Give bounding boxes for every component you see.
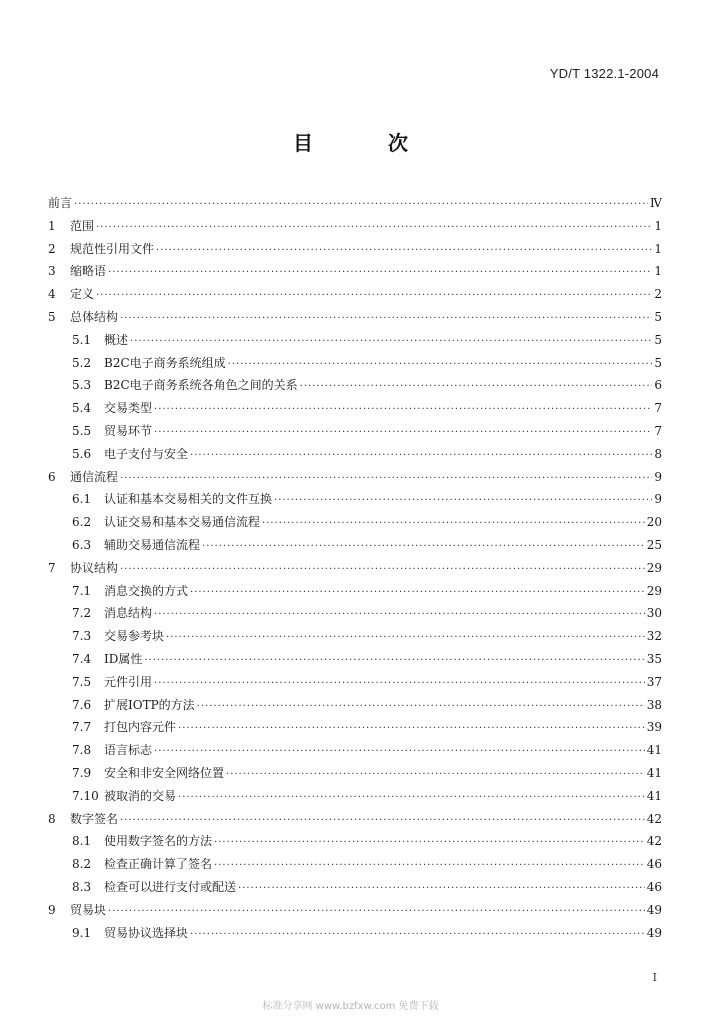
toc-entry-page: 49 bbox=[646, 902, 662, 917]
toc-entry-title: 使用数字签名的方法 bbox=[104, 834, 213, 849]
toc-entry[interactable] bbox=[48, 580, 662, 603]
toc-leader-dots bbox=[166, 627, 645, 648]
toc-leader-dots bbox=[154, 741, 645, 762]
toc-entry-title: 定义 bbox=[70, 287, 95, 302]
toc-entry[interactable] bbox=[48, 215, 662, 238]
toc-entry-number: 5.5 bbox=[72, 423, 92, 438]
toc-entry-title: 缩略语 bbox=[70, 264, 107, 279]
toc-entry-number: 7.4 bbox=[72, 651, 92, 666]
toc-entry-page: 2 bbox=[654, 287, 662, 302]
toc-leader-dots bbox=[214, 832, 645, 853]
toc-entry-title: 打包内容元件 bbox=[104, 720, 177, 735]
toc-entry[interactable] bbox=[48, 739, 662, 762]
toc-entry-number: 5 bbox=[48, 309, 56, 324]
toc-entry[interactable] bbox=[48, 374, 662, 397]
toc-entry[interactable] bbox=[48, 283, 662, 306]
toc-leader-dots bbox=[228, 354, 653, 375]
toc-entry-title: ID属性 bbox=[104, 651, 143, 666]
toc-entry-page: 5 bbox=[654, 332, 662, 347]
toc-entry-page: 1 bbox=[654, 241, 662, 256]
toc-entry-number: 7.5 bbox=[72, 674, 92, 689]
toc-entry-title: B2C电子商务系统组成 bbox=[104, 355, 226, 370]
toc-leader-dots bbox=[120, 810, 645, 831]
toc-entry[interactable] bbox=[48, 876, 662, 899]
toc-leader-dots bbox=[74, 194, 648, 215]
toc-entry-page: 5 bbox=[654, 309, 662, 324]
toc-entry-page: 30 bbox=[646, 606, 662, 621]
toc-entry[interactable] bbox=[48, 853, 662, 876]
toc-entry-number: 7.6 bbox=[72, 697, 92, 712]
toc-leader-dots bbox=[156, 240, 652, 261]
toc-entry-page: 35 bbox=[646, 651, 662, 666]
toc-entry[interactable] bbox=[48, 785, 662, 808]
toc-entry-title: 扩展IOTP的方法 bbox=[104, 697, 195, 712]
toc-leader-dots bbox=[274, 490, 652, 511]
toc-leader-dots bbox=[178, 787, 645, 808]
toc-entry[interactable] bbox=[48, 922, 662, 945]
toc-entry-title: 范围 bbox=[70, 218, 95, 233]
toc-entry[interactable] bbox=[48, 238, 662, 261]
toc-entry-title: 总体结构 bbox=[70, 309, 119, 324]
toc-entry-page: 20 bbox=[646, 515, 662, 530]
toc-entry-number: 4 bbox=[48, 287, 56, 302]
toc-entry-page: 1 bbox=[654, 218, 662, 233]
toc-leader-dots bbox=[120, 559, 645, 580]
toc-entry[interactable] bbox=[48, 671, 662, 694]
table-of-contents bbox=[48, 192, 662, 944]
toc-entry-number: 9.1 bbox=[72, 925, 92, 940]
toc-entry-title: 通信流程 bbox=[70, 469, 119, 484]
toc-entry-title: 概述 bbox=[104, 332, 129, 347]
toc-leader-dots bbox=[190, 924, 645, 945]
toc-entry-number: 5.6 bbox=[72, 446, 92, 461]
toc-leader-dots bbox=[154, 422, 652, 443]
toc-leader-dots bbox=[120, 468, 652, 489]
toc-entry-number: 5.3 bbox=[72, 378, 92, 393]
toc-entry[interactable] bbox=[48, 808, 662, 831]
toc-entry-title: 电子支付与安全 bbox=[104, 446, 189, 461]
toc-entry-number: 7.2 bbox=[72, 606, 92, 621]
toc-leader-dots bbox=[154, 399, 652, 420]
toc-entry[interactable] bbox=[48, 466, 662, 489]
toc-entry-page: 9 bbox=[654, 492, 662, 507]
toc-entry-page: 49 bbox=[646, 925, 662, 940]
toc-entry-number: 5.1 bbox=[72, 332, 92, 347]
toc-entry-page: 46 bbox=[646, 879, 662, 894]
toc-entry-title: 认证和基本交易相关的文件互换 bbox=[104, 492, 273, 507]
toc-leader-dots bbox=[262, 513, 645, 534]
toc-entry-number: 7.8 bbox=[72, 743, 92, 758]
toc-leader-dots bbox=[190, 445, 652, 466]
toc-entry-number: 7.7 bbox=[72, 720, 92, 735]
toc-entry[interactable] bbox=[48, 488, 662, 511]
toc-leader-dots bbox=[154, 604, 645, 625]
toc-entry[interactable] bbox=[48, 899, 662, 922]
toc-leader-dots bbox=[108, 262, 652, 283]
toc-entry-number: 1 bbox=[48, 218, 56, 233]
toc-entry-page: 38 bbox=[646, 697, 662, 712]
toc-entry[interactable] bbox=[48, 762, 662, 785]
toc-leader-dots bbox=[120, 308, 652, 329]
toc-entry-page: 42 bbox=[646, 811, 662, 826]
toc-entry-title: 言 bbox=[60, 196, 73, 210]
toc-entry[interactable] bbox=[48, 397, 662, 420]
toc-entry-number: 6.1 bbox=[72, 492, 92, 507]
toc-leader-dots bbox=[202, 536, 645, 557]
toc-entry-number: 8 bbox=[48, 811, 56, 826]
toc-leader-dots bbox=[197, 696, 645, 717]
toc-leader-dots bbox=[154, 673, 645, 694]
toc-leader-dots bbox=[190, 582, 645, 603]
toc-entry[interactable] bbox=[48, 192, 662, 215]
toc-entry-page: 41 bbox=[646, 765, 662, 780]
page-title: 目 次 bbox=[293, 131, 442, 155]
watermark: 标准分享网 www.bzfxw.com 免费下载 bbox=[262, 1001, 439, 1012]
toc-entry[interactable] bbox=[48, 511, 662, 534]
toc-entry-page: 29 bbox=[646, 560, 662, 575]
toc-leader-dots bbox=[130, 331, 652, 352]
toc-entry-number: 6 bbox=[48, 469, 56, 484]
toc-entry-page: 37 bbox=[646, 674, 662, 689]
toc-entry-number: 8.2 bbox=[72, 857, 92, 872]
toc-entry-title: 规范性引用文件 bbox=[70, 241, 155, 256]
toc-entry-page: 8 bbox=[654, 446, 662, 461]
standard-code: YD/T 1322.1-2004 bbox=[549, 66, 659, 81]
toc-entry-title: 消息交换的方式 bbox=[104, 583, 189, 598]
toc-entry[interactable] bbox=[48, 602, 662, 625]
toc-entry[interactable] bbox=[48, 830, 662, 853]
toc-entry-page: 5 bbox=[654, 355, 662, 370]
toc-entry-title: 交易类型 bbox=[104, 401, 153, 416]
toc-entry-number: 8.3 bbox=[72, 879, 92, 894]
toc-leader-dots bbox=[96, 285, 652, 306]
toc-entry-title: 消息结构 bbox=[104, 606, 153, 621]
toc-entry-title: 检查可以进行支付或配送 bbox=[104, 879, 237, 894]
toc-entry-page: 6 bbox=[654, 378, 662, 393]
toc-entry-number: 7.9 bbox=[72, 765, 92, 780]
toc-entry-page: 42 bbox=[646, 834, 662, 849]
toc-entry-number: 6.2 bbox=[72, 515, 92, 530]
toc-entry[interactable] bbox=[48, 716, 662, 739]
toc-entry-title: 数字签名 bbox=[70, 811, 119, 826]
toc-entry[interactable] bbox=[48, 329, 662, 352]
toc-entry-page: 9 bbox=[654, 469, 662, 484]
toc-entry-title: 语言标志 bbox=[104, 743, 153, 758]
toc-entry-page: 7 bbox=[654, 401, 662, 416]
toc-entry[interactable] bbox=[48, 534, 662, 557]
toc-leader-dots bbox=[108, 901, 645, 922]
toc-entry[interactable] bbox=[48, 306, 662, 329]
toc-entry-page: 29 bbox=[646, 583, 662, 598]
toc-entry-number: 5.2 bbox=[72, 355, 92, 370]
toc-entry-title: 贸易块 bbox=[70, 902, 107, 917]
toc-entry[interactable] bbox=[48, 648, 662, 671]
toc-entry-page: 41 bbox=[646, 743, 662, 758]
page-number: I bbox=[652, 971, 657, 984]
toc-entry-title: 辅助交易通信流程 bbox=[104, 537, 201, 552]
toc-entry-number: 5.4 bbox=[72, 401, 92, 416]
toc-entry-number: 3 bbox=[48, 264, 56, 279]
toc-leader-dots bbox=[300, 376, 653, 397]
toc-leader-dots bbox=[214, 855, 645, 876]
toc-entry-number: 7.3 bbox=[72, 629, 92, 644]
toc-entry-number: 2 bbox=[48, 241, 56, 256]
toc-entry-number: 9 bbox=[48, 902, 56, 917]
toc-entry-page: Ⅳ bbox=[650, 196, 662, 210]
toc-entry-page: 1 bbox=[654, 264, 662, 279]
toc-entry-number: 6.3 bbox=[72, 537, 92, 552]
toc-entry[interactable] bbox=[48, 443, 662, 466]
toc-entry-title: 检查正确计算了签名 bbox=[104, 857, 213, 872]
toc-entry-page: 41 bbox=[646, 788, 662, 803]
toc-entry-page: 7 bbox=[654, 423, 662, 438]
toc-entry-page: 32 bbox=[646, 629, 662, 644]
toc-leader-dots bbox=[238, 878, 645, 899]
toc-entry-title: B2C电子商务系统各角色之间的关系 bbox=[104, 378, 298, 393]
toc-entry[interactable] bbox=[48, 260, 662, 283]
toc-entry-page: 39 bbox=[646, 720, 662, 735]
toc-entry-number: 前 bbox=[48, 196, 61, 210]
toc-entry-number: 7.1 bbox=[72, 583, 92, 598]
toc-entry-title: 被取消的交易 bbox=[104, 788, 177, 803]
toc-leader-dots bbox=[178, 718, 645, 739]
toc-entry-title: 交易参考块 bbox=[104, 629, 165, 644]
toc-entry-title: 协议结构 bbox=[70, 560, 119, 575]
toc-entry-number: 7.10 bbox=[72, 788, 99, 803]
toc-entry-page: 46 bbox=[646, 857, 662, 872]
toc-entry-title: 安全和非安全网络位置 bbox=[104, 765, 225, 780]
toc-entry[interactable] bbox=[48, 694, 662, 717]
toc-entry-number: 7 bbox=[48, 560, 56, 575]
toc-entry[interactable] bbox=[48, 557, 662, 580]
toc-leader-dots bbox=[144, 650, 644, 671]
toc-entry[interactable] bbox=[48, 352, 662, 375]
toc-entry-page: 25 bbox=[646, 537, 662, 552]
toc-entry[interactable] bbox=[48, 420, 662, 443]
toc-entry-title: 认证交易和基本交易通信流程 bbox=[104, 515, 261, 530]
toc-leader-dots bbox=[226, 764, 645, 785]
toc-entry[interactable] bbox=[48, 625, 662, 648]
toc-entry-title: 贸易环节 bbox=[104, 423, 153, 438]
toc-entry-number: 8.1 bbox=[72, 834, 92, 849]
toc-entry-title: 元件引用 bbox=[104, 674, 153, 689]
toc-entry-title: 贸易协议选择块 bbox=[104, 925, 189, 940]
toc-leader-dots bbox=[96, 217, 652, 238]
